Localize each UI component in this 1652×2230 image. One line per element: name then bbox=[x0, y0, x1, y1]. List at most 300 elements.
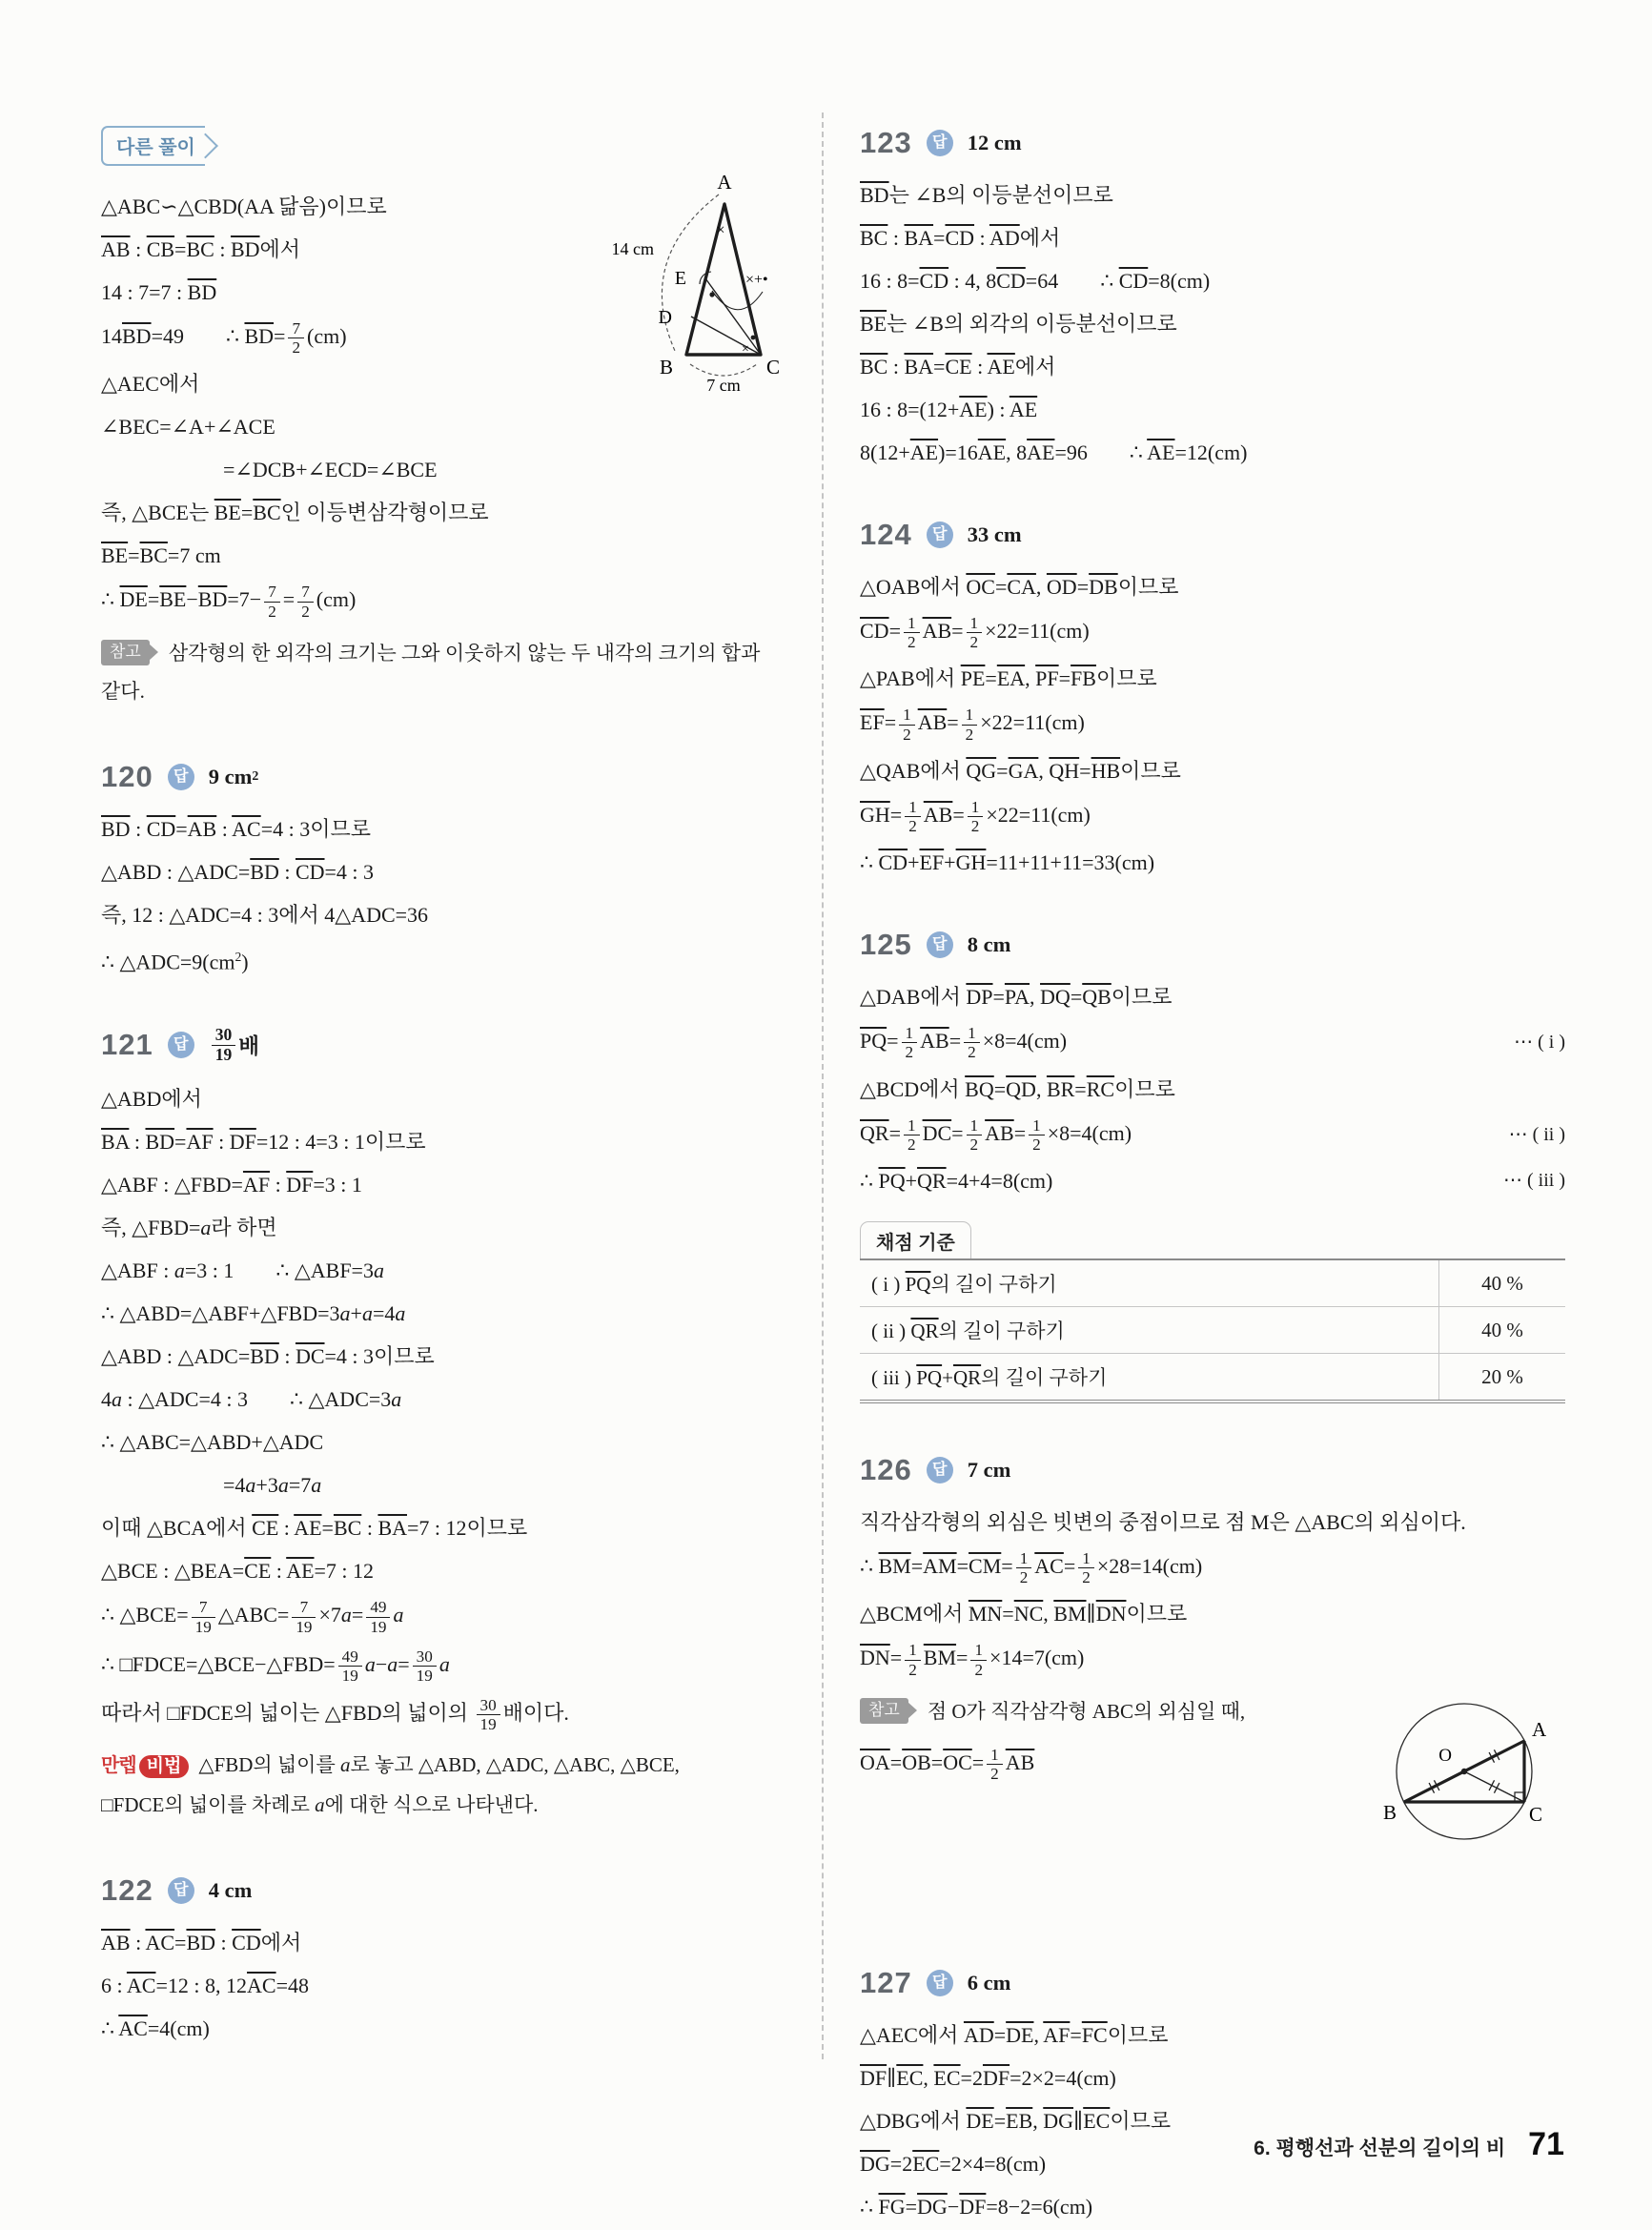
superscript: 2 bbox=[252, 768, 259, 784]
math-line bbox=[860, 1024, 1565, 1061]
math-line bbox=[860, 755, 1565, 787]
segment-overline: $\overline{AE}$ bbox=[294, 1516, 322, 1541]
fraction-denominator: 2 bbox=[904, 1135, 920, 1154]
fraction-numerator: 30 bbox=[214, 1025, 233, 1045]
math-line bbox=[860, 1641, 1565, 1678]
math-text: 즉, △FBD=a라 하면 bbox=[101, 1216, 277, 1240]
math-line bbox=[101, 1426, 780, 1458]
problem-header bbox=[860, 1453, 1565, 1487]
fraction-numerator: 30 bbox=[479, 1696, 497, 1715]
grading-row bbox=[860, 1354, 1565, 1402]
math-line bbox=[860, 663, 1565, 694]
variable: a bbox=[391, 1387, 402, 1412]
variable: a bbox=[373, 1258, 384, 1283]
math-text: 직각삼각형의 외심은 빗변의 중점이므로 점 M은 △ABC의 외심이다. bbox=[860, 1510, 1466, 1535]
answer-value: 12 cm bbox=[967, 131, 1022, 154]
step-marker: ⋯ ( ii ) bbox=[1508, 1123, 1565, 1145]
math-text: △ABD : $\triangle ADC=\overline{BD}$ : $\overline{DC}=4$ : 3이므로 bbox=[101, 1344, 435, 1369]
segment-overline: $\overline{DC}$ bbox=[922, 1120, 952, 1145]
segment-overline: $\overline{AF}$ bbox=[242, 1173, 271, 1197]
tip-line: 만렙 비법 △FBD의 넓이를 a로 놓고 △ABD, △ADC, △ABC, △BCE, bbox=[101, 1752, 680, 1776]
math-line bbox=[101, 813, 780, 845]
problem-header bbox=[101, 1873, 780, 1908]
math-line bbox=[101, 1298, 780, 1329]
exterior-angle-label: ×+• bbox=[745, 272, 768, 288]
math-line bbox=[860, 981, 1565, 1013]
fraction bbox=[264, 583, 280, 620]
variable: a bbox=[364, 1651, 376, 1676]
solution-lines bbox=[101, 1927, 780, 2044]
math-text: $\overline{BA}$ : $\overline{BD}=\overline{AF}$ : $\overline{DF}=12$ : 4=3 : 1이므로 bbox=[101, 1130, 426, 1155]
vertex-c-label: C bbox=[1529, 1802, 1543, 1826]
fraction-denominator: 2 bbox=[904, 632, 920, 651]
fraction-numerator: 1 bbox=[908, 797, 917, 816]
solution-lines bbox=[101, 1083, 780, 1733]
segment-overline: $\overline{DB}$ bbox=[1089, 575, 1118, 599]
segment-overline: $\overline{AB}$ bbox=[923, 802, 953, 827]
solution-lines bbox=[860, 981, 1565, 1197]
note-block: 참고 삼각형의 한 외각의 크기는 그와 이웃하지 않는 두 내각의 크기의 합과 같다. bbox=[101, 641, 761, 703]
segment-overline: $\overline{DG}$ bbox=[860, 2151, 890, 2176]
segment-overline: $\overline{AB}$ bbox=[922, 618, 952, 643]
grading-title: 채점 기준 bbox=[860, 1221, 971, 1258]
point-e-label: E bbox=[674, 268, 686, 289]
segment-overline: $\overline{PA}$ bbox=[1004, 985, 1030, 1010]
fraction-denominator: 19 bbox=[338, 1666, 362, 1685]
variable: a bbox=[361, 1301, 373, 1326]
grading-table bbox=[860, 1221, 1565, 1403]
grading-criterion: ( i ) $\overline{PQ}$의 길이 구하기 bbox=[871, 1273, 1057, 1297]
segment-overline: $\overline{BE}$ bbox=[159, 587, 187, 612]
grading-row bbox=[860, 1307, 1565, 1354]
math-line bbox=[860, 2019, 1565, 2051]
math-text: △QAB에서 $\overline{QG}=\overline{GA}$, $\overline{QH}=\overline{HB}$이므로 bbox=[860, 758, 1181, 783]
math-text: $\overline{QR}=$ $\frac{1}{2}$ $\overline{DC}=$ $\frac{1}{2}$ $\overline{AB}=$ $\frac{1}{2}$ ×8=4(cm) bbox=[860, 1115, 1132, 1154]
segment-overline: $\overline{CD}$ bbox=[860, 618, 889, 643]
note-with-figure bbox=[860, 1692, 1565, 1916]
math-line bbox=[860, 1165, 1565, 1197]
segment-overline: $\overline{CD}$ bbox=[295, 859, 325, 884]
fraction bbox=[288, 319, 304, 357]
segment-overline: $\overline{AE}$ bbox=[286, 1559, 315, 1584]
answer-badge: 답 bbox=[927, 1970, 953, 1996]
math-text: $\overline{EF}=$ $\frac{1}{2}$ $\overline{AB}=$ $\frac{1}{2}$ ×22=11(cm) bbox=[860, 706, 1085, 744]
tip-line: □FDCE의 넓이를 차례로 a에 대한 식으로 나타낸다. bbox=[101, 1792, 539, 1816]
segment-overline: $\overline{AC}$ bbox=[232, 816, 261, 841]
grading-rows bbox=[860, 1258, 1565, 1403]
fraction bbox=[970, 1641, 987, 1678]
variable: a bbox=[340, 1752, 351, 1776]
step-marker: ⋯ ( iii ) bbox=[1503, 1170, 1565, 1192]
math-line bbox=[101, 1970, 780, 2001]
solution-lines bbox=[860, 179, 1565, 468]
segment-overline: $\overline{FC}$ bbox=[1081, 2022, 1108, 2047]
segment-overline: $\overline{BE}$ bbox=[214, 501, 241, 525]
variable: a bbox=[340, 1603, 352, 1627]
fraction-numerator: 30 bbox=[416, 1647, 433, 1666]
answer-badge: 답 bbox=[927, 522, 953, 548]
segment-overline: $\overline{CD}$ bbox=[919, 269, 949, 293]
segment-overline: $\overline{AC}$ bbox=[247, 1973, 276, 1997]
math-text: ∴ △BCE= $\frac{7}{19}$ △ABC= $\frac{7}{19}$ ×7a= $\frac{49}{19}$ a bbox=[101, 1598, 404, 1636]
fraction-numerator: 7 bbox=[292, 319, 301, 338]
segment-overline: $\overline{BD}$ bbox=[101, 816, 131, 841]
fraction-numerator: 1 bbox=[990, 1745, 999, 1764]
segment-overline: $\overline{AF}$ bbox=[186, 1130, 214, 1155]
fraction-numerator: 1 bbox=[1082, 1549, 1091, 1568]
math-text: $\overline{OA}=\overline{OB}=\overline{OC}=$ $\frac{1}{2}$ $\overline{AB}$ bbox=[860, 1745, 1035, 1784]
answer-badge: 답 bbox=[927, 1457, 953, 1483]
fraction-numerator: 1 bbox=[969, 1115, 979, 1135]
vertex-b-label: B bbox=[1383, 1800, 1397, 1824]
segment-overline: $\overline{AD}$ bbox=[989, 226, 1020, 250]
segment-overline: $\overline{CM}$ bbox=[969, 1553, 1002, 1578]
fraction bbox=[962, 706, 978, 743]
segment-overline: $\overline{PQ}$ bbox=[905, 1273, 931, 1297]
segment-overline: $\overline{OB}$ bbox=[902, 1749, 931, 1774]
answer-value: 8 cm bbox=[967, 932, 1011, 957]
answer-value: $\frac{30}{19}$ 배 bbox=[209, 1026, 259, 1064]
math-line bbox=[860, 847, 1565, 878]
math-text: $8(12+\overline{AE})=16\overline{AE}$, $8\overline{AE}=96$ ∴ $\overline{AE}=12(cm)$ bbox=[860, 440, 1248, 464]
math-line bbox=[101, 1927, 780, 1958]
segment-overline: $\overline{QD}$ bbox=[1006, 1076, 1036, 1101]
segment-overline: $\overline{CD}$ bbox=[945, 226, 975, 250]
problem-header bbox=[860, 928, 1565, 962]
variable: a bbox=[245, 1473, 256, 1498]
variable: a bbox=[311, 1473, 322, 1498]
variable: a bbox=[395, 1301, 406, 1326]
answer-value: 9 cm 2 bbox=[208, 764, 259, 788]
segment-overline: $\overline{AC}$ bbox=[126, 1973, 156, 1997]
length-bc-label: 7 cm bbox=[706, 376, 741, 395]
math-text: $\overline{AB}$ : $\overline{CB}=\overline{BC}$ : $\overline{BD}$에서 bbox=[101, 237, 301, 261]
math-line bbox=[101, 1598, 780, 1635]
segment-overline: $\overline{CE}$ bbox=[244, 1559, 272, 1584]
segment-overline: $\overline{DF}$ bbox=[982, 2065, 1010, 2090]
problem-header bbox=[860, 126, 1565, 160]
math-text: △BCE : $\triangle BEA=\overline{CE}$ : $\overline{AE}=7$ : 12 bbox=[101, 1559, 375, 1584]
answer-value: 4 cm bbox=[208, 1877, 253, 1902]
fraction bbox=[212, 1026, 236, 1064]
grading-percent: 40 % bbox=[1439, 1307, 1566, 1354]
segment-overline: $\overline{BQ}$ bbox=[965, 1076, 994, 1101]
math-text: 14 : 7=7 : $\overline{BD}$ bbox=[101, 280, 217, 304]
footer-page-number: 71 bbox=[1528, 2126, 1564, 2162]
math-text: 4a : △ADC=4 : 3 ∴ △ADC=3a bbox=[101, 1387, 402, 1412]
math-line bbox=[101, 540, 780, 571]
segment-overline: $\overline{FB}$ bbox=[1071, 666, 1096, 691]
segment-overline: $\overline{AM}$ bbox=[923, 1553, 957, 1578]
segment-overline: $\overline{DF}$ bbox=[286, 1173, 314, 1197]
grading-percent: 40 % bbox=[1439, 1259, 1566, 1307]
math-text: △DBG에서 $\overline{DE}=\overline{EB}$, $\overline{DG}\parallel\overline{EC}$이므로 bbox=[860, 2108, 1172, 2133]
math-text: △ABD에서 bbox=[101, 1087, 202, 1112]
segment-overline: $\overline{QH}$ bbox=[1049, 758, 1080, 783]
math-line bbox=[860, 1746, 1351, 1783]
math-line bbox=[860, 2062, 1565, 2094]
fraction bbox=[1078, 1549, 1094, 1586]
segment-overline: $\overline{BC}$ bbox=[333, 1516, 362, 1541]
solution-lines bbox=[860, 571, 1565, 878]
math-line bbox=[223, 1469, 780, 1501]
math-line bbox=[860, 308, 1565, 339]
math-text: 16 : $8=(12+\overline{AE})$ : $\overline{AE}$ bbox=[860, 398, 1038, 421]
math-text: 따라서 □FDCE의 넓이는 △FBD의 넓이의 $\frac{30}{19}$ 배이다. bbox=[101, 1696, 569, 1734]
segment-overline: $\overline{BC}$ bbox=[253, 501, 281, 525]
segment-overline: $\overline{BA}$ bbox=[377, 1516, 407, 1541]
math-line bbox=[860, 1074, 1565, 1105]
math-line bbox=[860, 1598, 1565, 1629]
fraction-numerator: 1 bbox=[907, 614, 916, 632]
fraction-denominator: 19 bbox=[192, 1617, 215, 1636]
grading-percent: 20 % bbox=[1439, 1354, 1566, 1402]
segment-overline: $\overline{QG}$ bbox=[966, 758, 997, 783]
segment-overline: $\overline{BR}$ bbox=[1046, 1076, 1075, 1101]
fraction-numerator: 7 bbox=[301, 583, 310, 602]
segment-overline: $\overline{BA}$ bbox=[904, 226, 934, 250]
fraction bbox=[192, 1598, 215, 1635]
grading-criterion: ( iii ) $\overline{PQ}+\overline{QR}$의 길이 구하기 bbox=[860, 1354, 1439, 1402]
math-line bbox=[101, 1696, 780, 1733]
math-line bbox=[101, 1383, 780, 1415]
math-line bbox=[860, 179, 1565, 211]
math-line bbox=[860, 351, 1565, 382]
variable: a bbox=[315, 1792, 325, 1816]
math-text: △DAB에서 $\overline{DP}=\overline{PA}$, $\overline{DQ}=\overline{QB}$이므로 bbox=[860, 985, 1173, 1010]
answer-badge: 답 bbox=[927, 931, 953, 958]
segment-overline: $\overline{CD}$ bbox=[146, 816, 176, 841]
segment-overline: $\overline{AE}$ bbox=[1009, 398, 1038, 421]
fraction bbox=[905, 798, 921, 835]
problem-number: 126 bbox=[860, 1453, 912, 1487]
answer-value: 33 cm bbox=[967, 522, 1022, 546]
fraction-numerator: 1 bbox=[1019, 1549, 1029, 1568]
math-line bbox=[101, 497, 780, 528]
answer-value: 6 cm bbox=[967, 1970, 1011, 1995]
tip-badge-bibeop: 비법 bbox=[139, 1755, 190, 1778]
segment-overline: $\overline{DG}$ bbox=[1043, 2108, 1074, 2133]
fraction-numerator: 1 bbox=[970, 797, 980, 816]
segment-overline: $\overline{DN}$ bbox=[1095, 1602, 1127, 1626]
segment-overline: $\overline{PE}$ bbox=[960, 666, 986, 691]
left-column bbox=[101, 122, 780, 2056]
fraction-numerator: 1 bbox=[965, 706, 974, 725]
fraction-denominator: 19 bbox=[477, 1714, 500, 1733]
fraction-denominator: 2 bbox=[967, 1135, 983, 1154]
superscript: 2 bbox=[235, 949, 242, 964]
math-line bbox=[101, 583, 780, 620]
fraction-denominator: 2 bbox=[970, 1660, 987, 1679]
fraction-denominator: 19 bbox=[212, 1045, 236, 1065]
fraction-numerator: 1 bbox=[974, 1641, 984, 1660]
segment-overline: $\overline{AB}$ bbox=[101, 237, 131, 261]
segment-overline: $\overline{AD}$ bbox=[963, 2022, 994, 2047]
segment-overline: $\overline{OA}$ bbox=[860, 1749, 890, 1774]
segment-overline: $\overline{EF}$ bbox=[860, 710, 885, 735]
segment-overline: $\overline{AB}$ bbox=[101, 1930, 131, 1954]
segment-overline: $\overline{BM}$ bbox=[1053, 1602, 1087, 1626]
fraction bbox=[967, 1116, 983, 1154]
variable: a bbox=[173, 1258, 185, 1283]
segment-overline: $\overline{AB}$ bbox=[917, 710, 948, 735]
math-text: △ABF : $\triangle FBD=\overline{AF}$ : $\overline{DF}=3$ : 1 bbox=[101, 1173, 362, 1197]
segment-overline: $\overline{AE}$ bbox=[959, 398, 988, 421]
segment-overline: $\overline{PQ}$ bbox=[878, 1169, 906, 1194]
math-text: =4a+3a=7a bbox=[223, 1473, 322, 1498]
segment-overline: $\overline{AF}$ bbox=[1043, 2022, 1071, 2047]
fraction-denominator: 2 bbox=[288, 338, 304, 357]
math-line bbox=[101, 1169, 780, 1200]
fraction-denominator: 2 bbox=[905, 1660, 921, 1679]
segment-overline: $\overline{OC}$ bbox=[966, 575, 995, 599]
segment-overline: $\overline{CB}$ bbox=[146, 237, 175, 261]
segment-overline: $\overline{DE}$ bbox=[1006, 2022, 1034, 2047]
segment-overline: $\overline{BD}$ bbox=[197, 587, 228, 612]
circle-figure-svg bbox=[1383, 1681, 1579, 1872]
fraction-numerator: 1 bbox=[908, 1641, 917, 1660]
segment-overline: $\overline{AE}$ bbox=[1027, 440, 1055, 464]
math-line bbox=[860, 706, 1565, 743]
math-line bbox=[860, 798, 1565, 835]
segment-overline: $\overline{EF}$ bbox=[919, 850, 945, 875]
fraction-numerator: 1 bbox=[969, 614, 979, 632]
segment-overline: $\overline{BD}$ bbox=[244, 323, 275, 348]
math-line bbox=[860, 2191, 1565, 2222]
math-text: $\overline{BD}$는 ∠B의 이등분선이므로 bbox=[860, 183, 1113, 207]
segment-overline: $\overline{MN}$ bbox=[968, 1602, 1003, 1626]
segment-overline: $\overline{DN}$ bbox=[860, 1646, 890, 1670]
fraction-denominator: 19 bbox=[292, 1617, 316, 1636]
fraction-denominator: 2 bbox=[962, 725, 978, 744]
math-line bbox=[860, 437, 1565, 468]
fraction-numerator: 7 bbox=[198, 1598, 208, 1617]
segment-overline: $\overline{AB}$ bbox=[1005, 1749, 1035, 1774]
segment-overline: $\overline{EA}$ bbox=[996, 666, 1026, 691]
math-text: ∴ □FDCE=△BCE−△FBD= $\frac{49}{19}$ a−a= $\frac{30}{19}$ a bbox=[101, 1647, 450, 1686]
segment-overline: $\overline{AB}$ bbox=[985, 1120, 1014, 1145]
fraction bbox=[899, 706, 915, 743]
fraction-denominator: 19 bbox=[366, 1617, 390, 1636]
math-text: △ABC∽△CBD(AA 닮음)이므로 bbox=[101, 194, 387, 218]
fraction-numerator: 1 bbox=[1032, 1115, 1041, 1135]
segment-overline: $\overline{BD}$ bbox=[860, 183, 889, 207]
answer-badge: 답 bbox=[168, 764, 194, 790]
segment-overline: $\overline{DF}$ bbox=[860, 2065, 887, 2090]
problem-number: 127 bbox=[860, 1965, 912, 1999]
fraction bbox=[902, 1024, 918, 1061]
fraction-denominator: 2 bbox=[968, 816, 984, 835]
segment-overline: $\overline{CD}$ bbox=[996, 269, 1026, 293]
segment-overline: $\overline{BD}$ bbox=[145, 1130, 175, 1155]
segment-overline: $\overline{BD}$ bbox=[186, 1930, 216, 1954]
math-text: $\overline{AB}$ : $\overline{AC}=\overline{BD}$ : $\overline{CD}$에서 bbox=[101, 1930, 302, 1954]
math-text: ∴ $\overline{DE}=\overline{BE}-\overline{BD}=7-$ $\frac{7}{2}$ = $\frac{7}{2}$ (cm) bbox=[101, 583, 357, 621]
math-text: 6 : $\overline{AC}=12$ : 8, $12\overline{AC}=48$ bbox=[101, 1973, 309, 1997]
segment-overline: $\overline{CA}$ bbox=[1007, 575, 1036, 599]
column-divider bbox=[822, 113, 824, 2059]
problem-header bbox=[101, 760, 780, 794]
segment-overline: $\overline{CE}$ bbox=[945, 355, 972, 378]
segment-overline: $\overline{PQ}$ bbox=[916, 1366, 943, 1390]
fraction bbox=[292, 1598, 316, 1635]
segment-overline: $\overline{RC}$ bbox=[1086, 1076, 1115, 1101]
math-text: ∴ △ABC=△ABD+△ADC bbox=[101, 1430, 324, 1455]
math-line bbox=[860, 1549, 1565, 1586]
variable: a bbox=[393, 1603, 404, 1627]
fraction-numerator: 49 bbox=[370, 1598, 387, 1617]
segment-overline: $\overline{BC}$ bbox=[186, 237, 214, 261]
math-text: 이때 △BCA에서 $\overline{CE}$ : $\overline{AE}=\overline{BC}$ : $\overline{BA}=7$ : 12이므로 bbox=[101, 1516, 528, 1541]
math-line bbox=[860, 222, 1565, 254]
solution-lines bbox=[860, 1506, 1565, 1679]
fraction bbox=[987, 1746, 1003, 1783]
segment-overline: $\overline{AE}$ bbox=[987, 355, 1015, 378]
answer-badge: 답 bbox=[168, 1877, 194, 1904]
segment-overline: $\overline{BC}$ bbox=[139, 543, 168, 568]
variable: a bbox=[277, 1473, 289, 1498]
math-text: $\overline{GH}=$ $\frac{1}{2}$ $\overline{AB}=$ $\frac{1}{2}$ ×22=11(cm) bbox=[860, 797, 1091, 836]
segment-overline: $\overline{EB}$ bbox=[1006, 2108, 1033, 2133]
segment-overline: $\overline{BD}$ bbox=[250, 859, 279, 884]
fraction-denominator: 2 bbox=[264, 602, 280, 621]
segment-overline: $\overline{CD}$ bbox=[1118, 269, 1149, 293]
segment-overline: $\overline{QR}$ bbox=[860, 1120, 889, 1145]
segment-overline: $\overline{FG}$ bbox=[878, 2194, 906, 2219]
fraction-numerator: 1 bbox=[907, 1115, 916, 1135]
fraction bbox=[1016, 1549, 1032, 1586]
segment-overline: $\overline{BD}$ bbox=[122, 323, 152, 348]
segment-overline: $\overline{OC}$ bbox=[943, 1749, 972, 1774]
note-block: 참고 점 O가 직각삼각형 ABC의 외심일 때, bbox=[860, 1692, 1351, 1730]
math-text: ∴ $\overline{BM}=\overline{AM}=\overline{CM}=$ $\frac{1}{2}$ $\overline{AC}=$ $\frac{1}{2}$ ×28=14(cm) bbox=[860, 1549, 1203, 1587]
segment-overline: $\overline{DF}$ bbox=[959, 2194, 987, 2219]
math-text: △ABF : a=3 : 1 ∴ △ABF=3a bbox=[101, 1258, 384, 1283]
tip-badge-manreb: 만렙 bbox=[101, 1754, 136, 1776]
segment-overline: $\overline{EC}$ bbox=[1083, 2108, 1111, 2133]
answer-badge: 답 bbox=[168, 1032, 194, 1058]
note-badge: 참고 bbox=[860, 1698, 908, 1724]
variable: a bbox=[438, 1651, 450, 1676]
math-text: △ABD : $\triangle ADC=\overline{BD}$ : $\overline{CD}=4$ : 3 bbox=[101, 859, 375, 884]
segment-overline: $\overline{BM}$ bbox=[923, 1646, 957, 1670]
math-line bbox=[101, 1126, 780, 1157]
segment-overline: $\overline{QR}$ bbox=[917, 1169, 947, 1194]
point-d-label: D bbox=[658, 307, 672, 328]
problem-number: 123 bbox=[860, 126, 912, 159]
math-text: △BCD에서 $\overline{BQ}=\overline{QD}$, $\overline{BR}=\overline{RC}$이므로 bbox=[860, 1076, 1175, 1101]
alt-solution-badge: 다른 풀이 bbox=[101, 126, 205, 166]
segment-overline: $\overline{DQ}$ bbox=[1040, 985, 1071, 1010]
vertex-a-label: A bbox=[1532, 1717, 1547, 1741]
answer-badge: 답 bbox=[927, 130, 953, 156]
math-line bbox=[860, 614, 1565, 651]
problem-number: 122 bbox=[101, 1872, 153, 1907]
segment-overline: $\overline{BA}$ bbox=[101, 1130, 130, 1155]
variable: a bbox=[339, 1301, 351, 1326]
segment-overline: $\overline{DF}$ bbox=[229, 1130, 256, 1155]
problem-number: 124 bbox=[860, 518, 912, 551]
segment-overline: $\overline{AE}$ bbox=[1147, 440, 1175, 464]
math-line bbox=[101, 899, 780, 931]
segment-overline: $\overline{BD}$ bbox=[187, 280, 217, 304]
fraction-numerator: 7 bbox=[299, 1598, 309, 1617]
segment-overline: $\overline{BE}$ bbox=[860, 312, 887, 336]
fraction-numerator: 1 bbox=[905, 1024, 914, 1043]
segment-overline: $\overline{NC}$ bbox=[1013, 1602, 1044, 1626]
segment-overline: $\overline{AC}$ bbox=[118, 2015, 148, 2040]
segment-overline: $\overline{DC}$ bbox=[295, 1344, 325, 1369]
